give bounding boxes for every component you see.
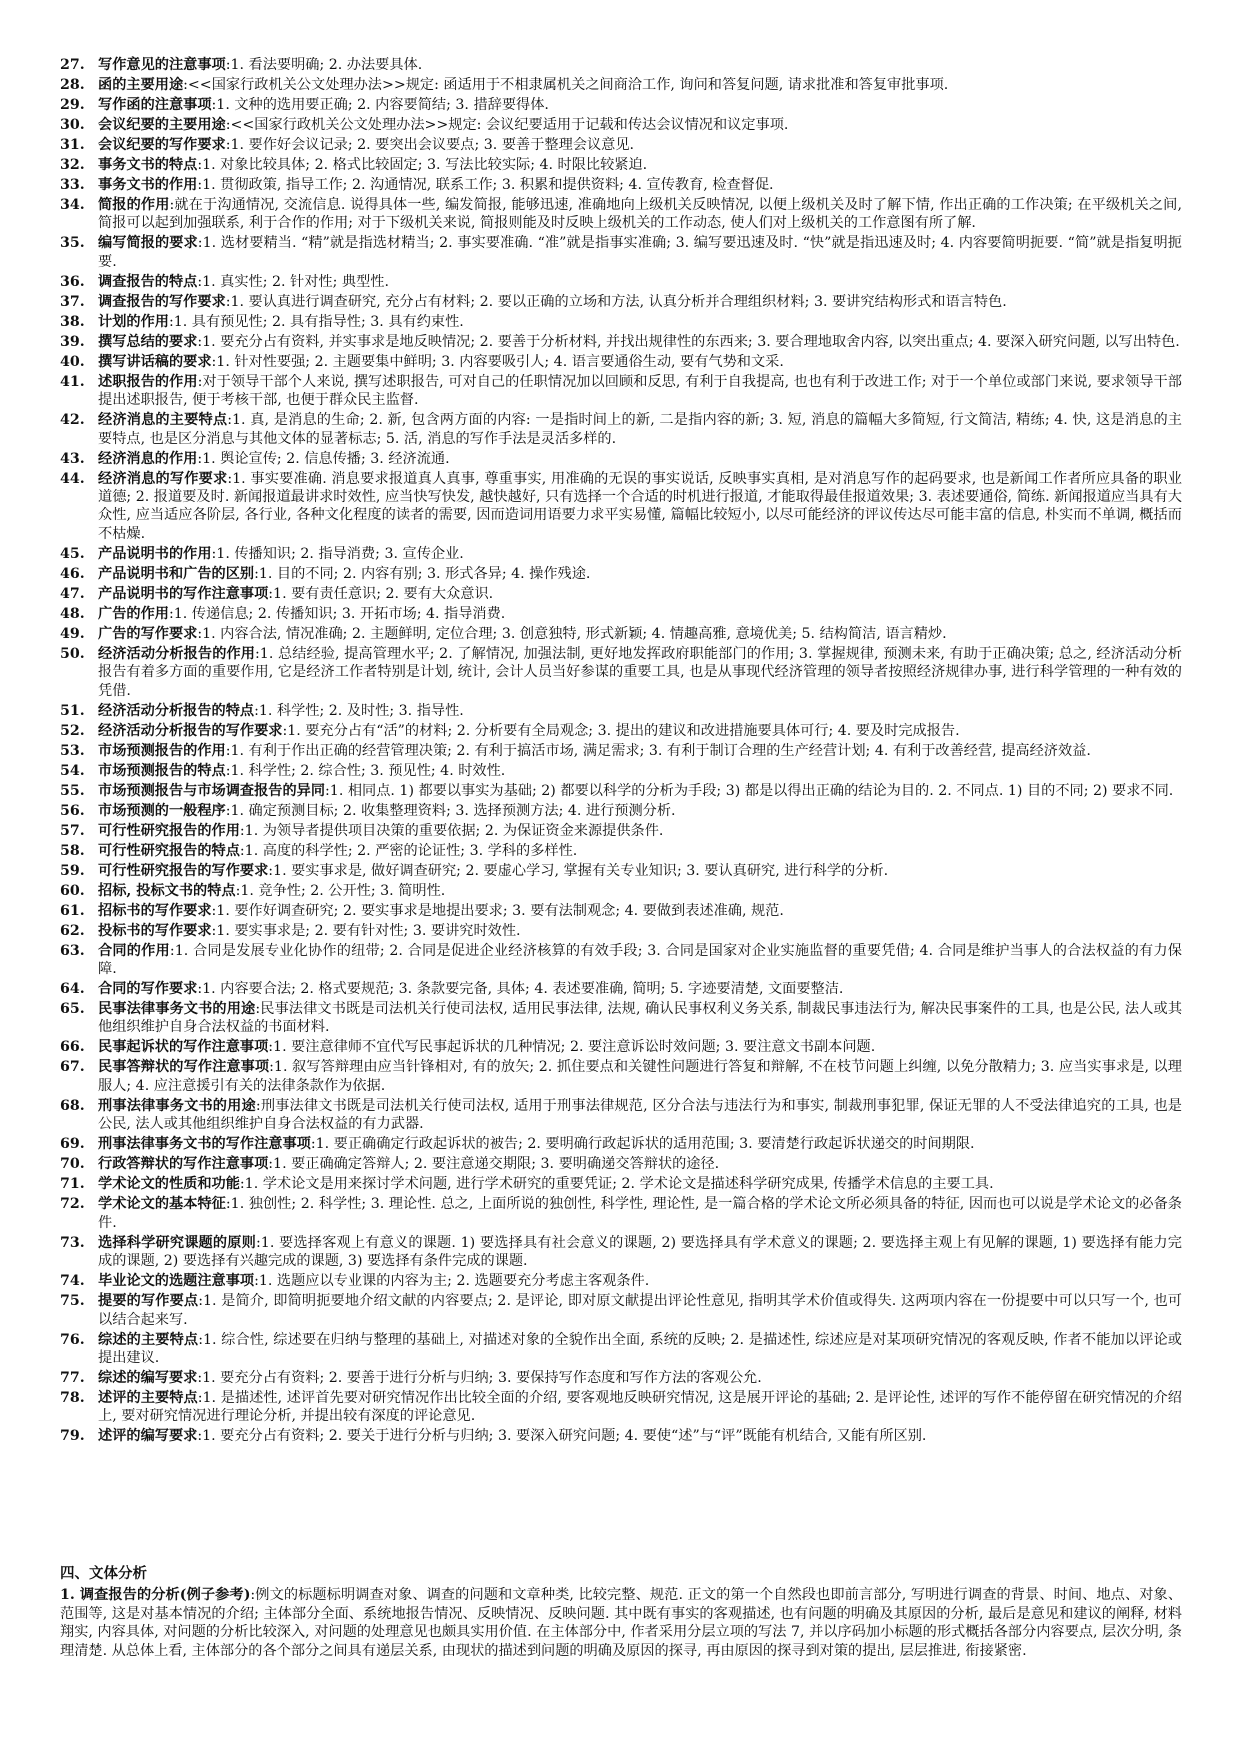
item-text: :1. 传播知识; 2. 指导消费; 3. 宣传企业.: [211, 545, 464, 562]
item-number: 78.: [60, 1389, 85, 1406]
list-item: [60, 862, 1182, 880]
item-number: 79.: [60, 1428, 85, 1445]
item-number: 57.: [60, 822, 85, 839]
item-text: :1. 针对性要强; 2. 主题要集中鲜明; 3. 内容要吸引人; 4. 语言要通俗生动, 要有气势和文采.: [211, 353, 784, 370]
item-text: :1. 相同点. 1) 都要以事实为基础; 2) 都要以科学的分析为手段; 3) 都是以得出正确的结论为目的. 2. 不同点. 1) 目的不同; 2) 要求不同.: [325, 782, 1174, 799]
item-label: 广告的作用: [98, 605, 169, 622]
item-label: 可行性研究报告的作用: [98, 822, 240, 839]
item-body: [98, 353, 1182, 371]
item-text: :1. 要正确确定答辩人; 2. 要注意递交期限; 3. 要明确递交答辩状的途径.: [268, 1156, 720, 1173]
item-body: [98, 722, 1182, 740]
list-item: [60, 116, 1182, 134]
item-number: 43.: [60, 450, 85, 467]
list-item: [60, 156, 1182, 174]
list-item: [60, 782, 1182, 800]
item-label: 可行性研究报告的写作要求: [98, 862, 269, 879]
item-text: :1. 具有预见性; 2. 具有指导性; 3. 具有约束性.: [168, 313, 464, 330]
item-text: :1. 要有责任意识; 2. 要有大众意识.: [268, 585, 494, 602]
item-text: :1. 真, 是消息的生命; 2. 新, 包含两方面的内容: 一是指时间上的新, 二是指内容的新; 3. 短, 消息的篇幅大多简短, 行文简洁, 精练; 4. 快, 这是消息的主要特点, 也是区分消息与其他文体的显著标志; 5. 活, 消息的写作手法是灵活多样的.: [98, 412, 1182, 447]
list-item: [60, 822, 1182, 840]
item-label: 综述的编写要求: [98, 1369, 198, 1386]
item-number: 48.: [60, 605, 85, 622]
item-label: 市场预测报告的作用: [98, 742, 226, 759]
item-number: 49.: [60, 625, 85, 642]
list-item: [60, 136, 1182, 154]
item-body: [98, 645, 1182, 700]
item-label: 调查报告的写作要求: [98, 293, 226, 310]
item-number: 34.: [60, 197, 85, 213]
item-label: 招标, 投标文书的特点: [98, 882, 236, 899]
item-number: 64.: [60, 981, 85, 998]
item-body: [98, 96, 1182, 114]
list-item: [60, 1234, 1182, 1271]
item-label: 市场预测报告的特点: [98, 762, 226, 779]
list-item: [60, 1427, 1182, 1445]
list-item: [60, 1038, 1182, 1056]
item-body: [98, 56, 1182, 74]
item-body: [98, 313, 1182, 331]
item-number: 27.: [60, 57, 85, 73]
item-label: 述评的编写要求: [98, 1428, 198, 1445]
item-body: [98, 196, 1182, 233]
item-number: 68.: [60, 1097, 85, 1114]
item-text: :1. 对象比较具体; 2. 格式比较固定; 3. 写法比较实际; 4. 时限比较紧迫.: [197, 157, 648, 173]
item-body: [98, 293, 1182, 311]
item-text: :1. 独创性; 2. 科学性; 3. 理论性. 总之, 上面所说的独创性, 科学性, 理论性, 是一篇合格的学术论文所必须具备的特征, 因而也可以说是学术论文的必备条件.: [98, 1196, 1182, 1231]
list-item: [60, 76, 1182, 94]
item-body: [98, 922, 1182, 940]
item-body: [98, 1427, 1182, 1445]
item-text: :1. 内容合法, 情况准确; 2. 主题鲜明, 定位合理; 3. 创意独特, 形式新颖; 4. 情趣高雅, 意境优美; 5. 结构简洁, 语言精炒.: [197, 625, 947, 642]
item-text: :1. 目的不同; 2. 内容有别; 3. 形式各异; 4. 操作残途.: [254, 565, 591, 582]
item-label: 选择科学研究课题的原则: [98, 1234, 257, 1251]
item-number: 37.: [60, 293, 85, 310]
item-number: 67.: [60, 1059, 85, 1076]
item-text: :1. 为领导者提供项目决策的重要依据; 2. 为保证资金来源提供条件.: [239, 822, 664, 839]
item-body: [98, 822, 1182, 840]
list-item: [60, 411, 1182, 448]
item-text: :1. 竞争性; 2. 公开性; 3. 简明性.: [235, 882, 446, 899]
list-item: [60, 234, 1182, 271]
list-item: [60, 980, 1182, 998]
item-body: [98, 1155, 1182, 1173]
item-text: :1. 总结经验, 提高管理水平; 2. 了解情况, 加强法制, 更好地发挥政府职能部门的作用; 3. 掌握规律, 预测未来, 有助于正确决策; 总之, 经济活动分析报告有着多方面的重要作用, 它是经济工作者特别是计划, 统计, 会计人员当好参谋的重要工具, 也是从事现代经济管理的领导者按照经济规律办事, 进行科学管理的一种有效的凭借.: [98, 645, 1182, 699]
item-label: 经济活动分析报告的作用: [98, 645, 256, 662]
item-number: 61.: [60, 902, 85, 919]
list-item: [60, 470, 1182, 544]
item-body: [98, 176, 1182, 194]
list-item: [60, 882, 1182, 900]
item-body: [98, 942, 1182, 979]
item-body: [98, 76, 1182, 94]
item-body: [98, 411, 1182, 448]
list-item: [60, 902, 1182, 920]
item-label: 经济消息的主要特点: [98, 412, 228, 429]
item-label: 民事起诉状的写作注意事项: [98, 1039, 269, 1056]
list-item: [60, 625, 1182, 643]
item-label: 经济活动分析报告的写作要求: [98, 722, 283, 739]
item-body: [98, 1234, 1182, 1271]
item-number: 74.: [60, 1273, 85, 1290]
section-heading: 四、文体分析: [60, 1565, 147, 1582]
item-text: :刑事法律文书既是司法机关行使司法权, 适用于刑事法律规范, 区分合法与违法行为和事实, 制裁刑事犯罪, 保证无罪的人不受法律追究的工具, 也是公民, 法人或其他组织维护自身合法权益的有力武器.: [98, 1097, 1182, 1133]
list-item: [60, 1389, 1182, 1426]
item-body: [98, 1175, 1182, 1193]
item-label: 函的主要用途: [98, 77, 184, 93]
item-body: [98, 902, 1182, 920]
item-label: 经济消息的作用: [98, 450, 198, 467]
item-text: :1. 看法要明确; 2. 办法要具体.: [225, 57, 423, 73]
item-text: :1. 学术论文是用来探讨学术问题, 进行学术研究的重要凭证; 2. 学术论文是描述科学研究成果, 传播学术信息的主要工具.: [239, 1176, 994, 1193]
style-analysis-section: [60, 1565, 1182, 1660]
item-number: 60.: [60, 882, 85, 899]
item-text: :1. 合同是发展专业化协作的纽带; 2. 合同是促进企业经济核算的有效手段; 3. 合同是国家对企业实施监督的重要凭借; 4. 合同是维护当事人的合法权益的有力保障.: [98, 942, 1182, 978]
list-item: [60, 545, 1182, 563]
item-label: 行政答辩状的写作注意事项: [98, 1156, 269, 1173]
item-body: [98, 1038, 1182, 1056]
item-text: :1. 传递信息; 2. 传播知识; 3. 开拓市场; 4. 指导消费.: [168, 605, 506, 622]
list-item: [60, 1331, 1182, 1368]
item-label: 会议纪要的写作要求: [98, 137, 226, 153]
list-item: [60, 645, 1182, 700]
item-number: 58.: [60, 842, 85, 859]
item-number: 38.: [60, 313, 85, 330]
item-body: [98, 234, 1182, 271]
item-text: :1. 选材要精当. “精”就是指选材精当; 2. 事实要准确. “准”就是指事实准确; 3. 编写要迅速及时. “快”就是指迅速及时; 4. 内容要简明扼要. “简”就是指复明扼要.: [98, 235, 1182, 270]
list-item: [60, 922, 1182, 940]
item-text: :1. 要充分占有“活”的材料; 2. 分析要有全局观念; 3. 提出的建议和改进措施要具体可行; 4. 要及时完成报告.: [282, 722, 960, 739]
item-body: [98, 742, 1182, 760]
item-label: 民事答辩状的写作注意事项: [98, 1059, 270, 1076]
item-number: 42.: [60, 412, 85, 429]
item-text: :1. 要充分占有资料; 2. 要关于进行分析与归纳; 3. 要深入研究问题; 4. 要使“述”与“评”既能有机结合, 又能有所区别.: [197, 1428, 927, 1445]
item-label: 刑事法律事务文书的用途: [98, 1097, 256, 1114]
item-label: 提要的写作要点: [98, 1293, 199, 1310]
item-number: 39.: [60, 333, 85, 350]
item-label: 述评的主要特点: [98, 1389, 198, 1406]
item-number: 70.: [60, 1156, 85, 1173]
item-text: :就在于沟通情况, 交流信息. 说得具体一些, 编发简报, 能够迅速, 准确地向上级机关反映情况, 以便上级机关及时了解下情, 作出正确的工作决策; 在平级机关之间, 简报可以起到加强联系, 利于合作的作用; 对于下级机关来说, 简报则能及时反映上级机关的工作动态, 使人们对上级机关的工作意图有所了解.: [98, 197, 1182, 232]
item-number: 33.: [60, 177, 85, 193]
list-item: [60, 1272, 1182, 1290]
list-item: [60, 1195, 1182, 1232]
item-body: [98, 1000, 1182, 1037]
item-text: :1. 确定预测目标; 2. 收集整理资料; 3. 选择预测方法; 4. 进行预测分析.: [225, 802, 676, 819]
item-number: 35.: [60, 235, 85, 252]
item-text: :1. 要实事求是; 2. 要有针对性; 3. 要讲究时效性.: [211, 922, 521, 939]
list-item: [60, 96, 1182, 114]
item-label: 撰写总结的要求: [98, 333, 198, 350]
list-item: [60, 942, 1182, 979]
list-item: [60, 842, 1182, 860]
item-label: 刑事法律事务文书的写作注意事项: [98, 1136, 311, 1153]
analysis-label: 1. 调查报告的分析(例子参考): [60, 1587, 251, 1604]
item-label: 毕业论文的选题注意事项: [98, 1273, 255, 1290]
item-text: :民事法律文书既是司法机关行使司法权, 适用民事法律, 法规, 确认民事权利义务关系, 制裁民事违法行为, 解决民事案件的工具, 也是公民, 法人或其他组织维护自身合法权益的书面材料.: [98, 1001, 1183, 1036]
analysis-text: :例文的标题标明调查对象、调查的问题和文章种类, 比较完整、规范. 正文的第一个自然段也即前言部分, 写明进行调查的背景、时间、地点、对象、范围等, 这是对基本情况的介绍; 主体部分全面、系统地报告情况、反映情况、反映问题. 其中既有事实的客观描述, 也有问题的明确及其原因的分析, 最后是意见和建议的阐释, 材料翔实, 内容具体, 对问题的分析比较深入, 对问题的处理意见也颇具实用价值. 在主体部分中, 作者采用分层立项的写法 7, 并以序码加小标题的形式概括各部分内容要点, 层次分明, 条理清楚. 从总体上看, 主体部分的各个部分之间具有递层关系, 由现状的描述到问题的明确及原因的探寻, 再由原因的探寻到对策的提出, 层层推进, 衔接紧密.: [60, 1587, 1183, 1659]
numbered-list: [60, 56, 1182, 1447]
item-label: 编写简报的要求: [98, 235, 198, 252]
item-text: :1. 要选择客观上有意义的课题. 1) 要选择具有社会意义的课题, 2) 要选择具有学术意义的课题; 2. 要选择主观上有见解的课题, 1) 要选择有能力完成的课题, 2) 要选择有兴趣完成的课题, 3) 要选择有条件完成的课题.: [98, 1234, 1182, 1270]
item-body: [98, 273, 1182, 291]
item-label: 调查报告的特点: [98, 273, 198, 290]
item-body: [98, 470, 1182, 544]
item-label: 经济消息的写作要求: [98, 470, 228, 487]
item-body: [98, 842, 1182, 860]
item-number: 75.: [60, 1293, 85, 1310]
list-item: [60, 313, 1182, 331]
item-label: 招标书的写作要求: [98, 902, 212, 919]
list-item: [60, 762, 1182, 780]
item-number: 51.: [60, 702, 85, 719]
item-label: 学术论文的性质和功能: [98, 1176, 240, 1193]
item-text: :1. 要充分占有资料; 2. 要善于进行分析与归纳; 3. 要保持写作态度和写作方法的客观公允.: [197, 1369, 762, 1386]
list-item: [60, 1097, 1182, 1134]
item-label: 述职报告的作用: [98, 373, 198, 390]
item-text: :1. 科学性; 2. 及时性; 3. 指导性.: [254, 702, 464, 719]
item-body: [98, 116, 1182, 134]
item-body: [98, 333, 1182, 351]
item-label: 广告的写作要求: [98, 625, 198, 642]
item-label: 简报的作用: [98, 197, 170, 213]
item-number: 65.: [60, 1001, 85, 1018]
item-body: [98, 702, 1182, 720]
item-number: 73.: [60, 1234, 85, 1251]
item-label: 合同的作用: [98, 942, 170, 959]
item-text: :1. 要认真进行调查研究, 充分占有材料; 2. 要以正确的立场和方法, 认真分析并合理组织材料; 3. 要讲究结构形式和语言特色.: [225, 293, 1007, 310]
item-label: 写作意见的注意事项: [98, 57, 226, 73]
item-body: [98, 1135, 1182, 1153]
list-item: [60, 1000, 1182, 1037]
item-number: 72.: [60, 1196, 85, 1213]
list-item: [60, 353, 1182, 371]
item-body: [98, 565, 1182, 583]
list-item: [60, 176, 1182, 194]
item-number: 63.: [60, 942, 85, 959]
item-number: 55.: [60, 782, 85, 799]
item-number: 59.: [60, 862, 85, 879]
list-item: [60, 1292, 1182, 1329]
item-label: 合同的写作要求: [98, 981, 198, 998]
item-label: 产品说明书和广告的区别: [98, 565, 255, 582]
item-body: [98, 1369, 1182, 1387]
item-label: 市场预测报告与市场调查报告的异同: [98, 782, 326, 799]
item-number: 69.: [60, 1136, 85, 1153]
item-text: :1. 是描述性, 述评首先要对研究情况作出比较全面的介绍, 要客观地反映研究情况, 这是展开评论的基础; 2. 是评论性, 述评的写作不能停留在研究情况的介绍上, 要对研究情况进行理论分析, 并提出较有深度的评论意见.: [98, 1389, 1182, 1425]
item-text: :1. 事实要准确. 消息要求报道真人真事, 尊重事实, 用准确的无误的事实说话, 反映事实真相, 是对消息写作的起码要求, 也是新闻工作者所应具备的职业道德; 2. 报道要及时. 新闻报道最讲求时效性, 应当快写快发, 越快越好, 只有选择一个合适的时机进行报道, 才能取得最佳报道效果; 3. 表述要通俗, 简练. 新闻报道应当具有大众性, 应当适应各阶层, 各行业, 各种文化程度的读者的需要, 因而造词用语要力求平实易懂, 篇幅比较短小, 以尽可能经济的评议传达尽可能丰富的信息, 朴实而不单调, 概括而不枯燥.: [98, 470, 1182, 542]
item-text: :1. 要注意律师不宜代写民事起诉状的几种情况; 2. 要注意诉讼时效问题; 3. 要注意文书副本问题.: [268, 1039, 876, 1056]
item-label: 投标书的写作要求: [98, 922, 212, 939]
item-number: 41.: [60, 373, 85, 390]
item-body: [98, 862, 1182, 880]
item-body: [98, 136, 1182, 154]
item-number: 44.: [60, 470, 85, 487]
item-text: :1. 要正确确定行政起诉状的被告; 2. 要明确行政起诉状的适用范围; 3. 要清楚行政起诉状递交的时间期限.: [310, 1136, 975, 1153]
item-label: 产品说明书的写作注意事项: [98, 585, 269, 602]
item-text: :<<国家行政机关公文处理办法>>规定: 会议纪要适用于记载和传达会议情况和议定事项.: [225, 117, 789, 133]
item-number: 32.: [60, 157, 85, 173]
item-number: 40.: [60, 353, 85, 370]
item-label: 市场预测的一般程序: [98, 802, 226, 819]
item-label: 可行性研究报告的特点: [98, 842, 240, 859]
item-text: :1. 科学性; 2. 综合性; 3. 预见性; 4. 时效性.: [225, 762, 506, 779]
list-item: [60, 1135, 1182, 1153]
list-item: [60, 1058, 1182, 1095]
item-number: 28.: [60, 77, 85, 93]
item-label: 经济活动分析报告的特点: [98, 702, 255, 719]
item-label: 撰写讲话稿的要求: [98, 353, 212, 370]
list-item: [60, 565, 1182, 583]
item-body: [98, 1058, 1182, 1095]
list-item: [60, 722, 1182, 740]
item-text: :1. 要作好会议记录; 2. 要突出会议要点; 3. 要善于整理会议意见.: [225, 137, 635, 153]
item-body: [98, 1097, 1182, 1134]
item-body: [98, 625, 1182, 643]
item-label: 产品说明书的作用: [98, 545, 212, 562]
item-number: 30.: [60, 117, 85, 133]
item-number: 53.: [60, 742, 85, 759]
item-text: :1. 要作好调查研究; 2. 要实事求是地提出要求; 3. 要有法制观念; 4. 要做到表述准确, 规范.: [211, 902, 784, 919]
analysis-paragraph: [60, 1586, 1182, 1660]
item-label: 事务文书的作用: [98, 177, 198, 193]
item-number: 54.: [60, 762, 85, 779]
item-text: :1. 内容要合法; 2. 格式要规范; 3. 条款要完备, 具体; 4. 表述要准确, 简明; 5. 字迹要清楚, 文面要整洁.: [197, 981, 844, 998]
item-body: [98, 1331, 1182, 1368]
list-item: [60, 1155, 1182, 1173]
item-text: :1. 是简介, 即简明扼要地介绍文献的内容要点; 2. 是评论, 即对原文献提出评论性意见, 指明其学术价值或得失. 这两项内容在一份提要中可以只写一个, 也可以结合起来写.: [98, 1293, 1182, 1328]
list-item: [60, 196, 1182, 233]
list-item: [60, 333, 1182, 351]
item-body: [98, 980, 1182, 998]
item-label: 民事法律事务文书的用途: [98, 1001, 256, 1018]
item-number: 50.: [60, 645, 85, 662]
item-label: 综述的主要特点: [98, 1331, 199, 1348]
item-number: 77.: [60, 1369, 85, 1386]
item-text: :1. 有利于作出正确的经营管理决策; 2. 有利于搞活市场, 满足需求; 3. 有利于制订合理的生产经营计划; 4. 有利于改善经营, 提高经济效益.: [225, 742, 1091, 759]
item-label: 计划的作用: [98, 313, 169, 330]
item-body: [98, 1195, 1182, 1232]
item-text: :1. 叙写答辩理由应当针锋相对, 有的放矢; 2. 抓住要点和关键性问题进行答复和辩解, 不在枝节问题上纠缠, 以免分散精力; 3. 应当实事求是, 以理服人; 4. 应注意援引有关的法律条款作为依据.: [98, 1059, 1182, 1094]
item-number: 56.: [60, 802, 85, 819]
list-item: [60, 742, 1182, 760]
item-label: 会议纪要的主要用途: [98, 117, 226, 133]
list-item: [60, 605, 1182, 623]
item-body: [98, 545, 1182, 563]
list-item: [60, 802, 1182, 820]
item-text: :1. 贯彻政策, 指导工作; 2. 沟通情况, 联系工作; 3. 积累和提供资料; 4. 宣传教育, 检查督促.: [197, 177, 774, 193]
list-item: [60, 702, 1182, 720]
item-body: [98, 802, 1182, 820]
item-number: 52.: [60, 722, 85, 739]
item-label: 写作函的注意事项: [98, 97, 212, 113]
item-body: [98, 585, 1182, 603]
item-body: [98, 373, 1182, 410]
list-item: [60, 56, 1182, 74]
item-number: 31.: [60, 137, 85, 153]
item-number: 62.: [60, 922, 85, 939]
item-body: [98, 1272, 1182, 1290]
item-body: [98, 762, 1182, 780]
item-body: [98, 1389, 1182, 1426]
item-body: [98, 882, 1182, 900]
item-text: :1. 要充分占有资料, 并实事求是地反映情况; 2. 要善于分析材料, 并找出规律性的东西来; 3. 要合理地取舍内容, 以突出重点; 4. 要深入研究问题, 以写出特色.: [197, 333, 1180, 350]
item-number: 71.: [60, 1176, 85, 1193]
item-text: :1. 选题应以专业课的内容为主; 2. 选题要充分考虑主客观条件.: [254, 1273, 650, 1290]
item-body: [98, 156, 1182, 174]
list-item: [60, 293, 1182, 311]
item-text: :1. 高度的科学性; 2. 严密的论证性; 3. 学科的多样性.: [239, 842, 578, 859]
item-body: [98, 782, 1182, 800]
item-text: :1. 要实事求是, 做好调查研究; 2. 要虚心学习, 掌握有关专业知识; 3. 要认真研究, 进行科学的分析.: [268, 862, 889, 879]
item-number: 76.: [60, 1331, 85, 1348]
item-number: 66.: [60, 1039, 85, 1056]
item-text: :1. 真实性; 2. 针对性; 典型性.: [197, 273, 389, 290]
item-text: :对于领导干部个人来说, 撰写述职报告, 可对自己的任职情况加以回顾和反思, 有利于自我提高, 也也有利于改进工作; 对于一个单位或部门来说, 要求领导干部提出述职报告, 便于考核干部, 也便于群众民主监督.: [98, 373, 1182, 409]
item-number: 46.: [60, 565, 85, 582]
item-label: 事务文书的特点: [98, 157, 198, 173]
list-item: [60, 373, 1182, 410]
item-body: [98, 1292, 1182, 1329]
item-number: 29.: [60, 97, 85, 113]
item-text: :1. 综合性, 综述要在归纳与整理的基础上, 对描述对象的全貌作出全面, 系统的反映; 2. 是描述性, 综述应是对某项研究情况的客观反映, 作者不能加以评论或提出建议.: [98, 1331, 1182, 1366]
item-label: 学术论文的基本特征: [98, 1196, 226, 1213]
list-item: [60, 585, 1182, 603]
item-text: :1. 文种的选用要正确; 2. 内容要简结; 3. 措辞要得体.: [211, 97, 549, 113]
list-item: [60, 273, 1182, 291]
list-item: [60, 1369, 1182, 1387]
item-body: [98, 450, 1182, 468]
list-item: [60, 1175, 1182, 1193]
item-number: 36.: [60, 273, 85, 290]
item-text: :<<国家行政机关公文处理办法>>规定: 函适用于不相隶属机关之间商洽工作, 询问和答复问题, 请求批准和答复审批事项.: [183, 77, 949, 93]
list-item: [60, 450, 1182, 468]
item-number: 47.: [60, 585, 85, 602]
item-text: :1. 舆论宣传; 2. 信息传播; 3. 经济流通.: [197, 450, 450, 467]
item-number: 45.: [60, 545, 85, 562]
item-body: [98, 605, 1182, 623]
